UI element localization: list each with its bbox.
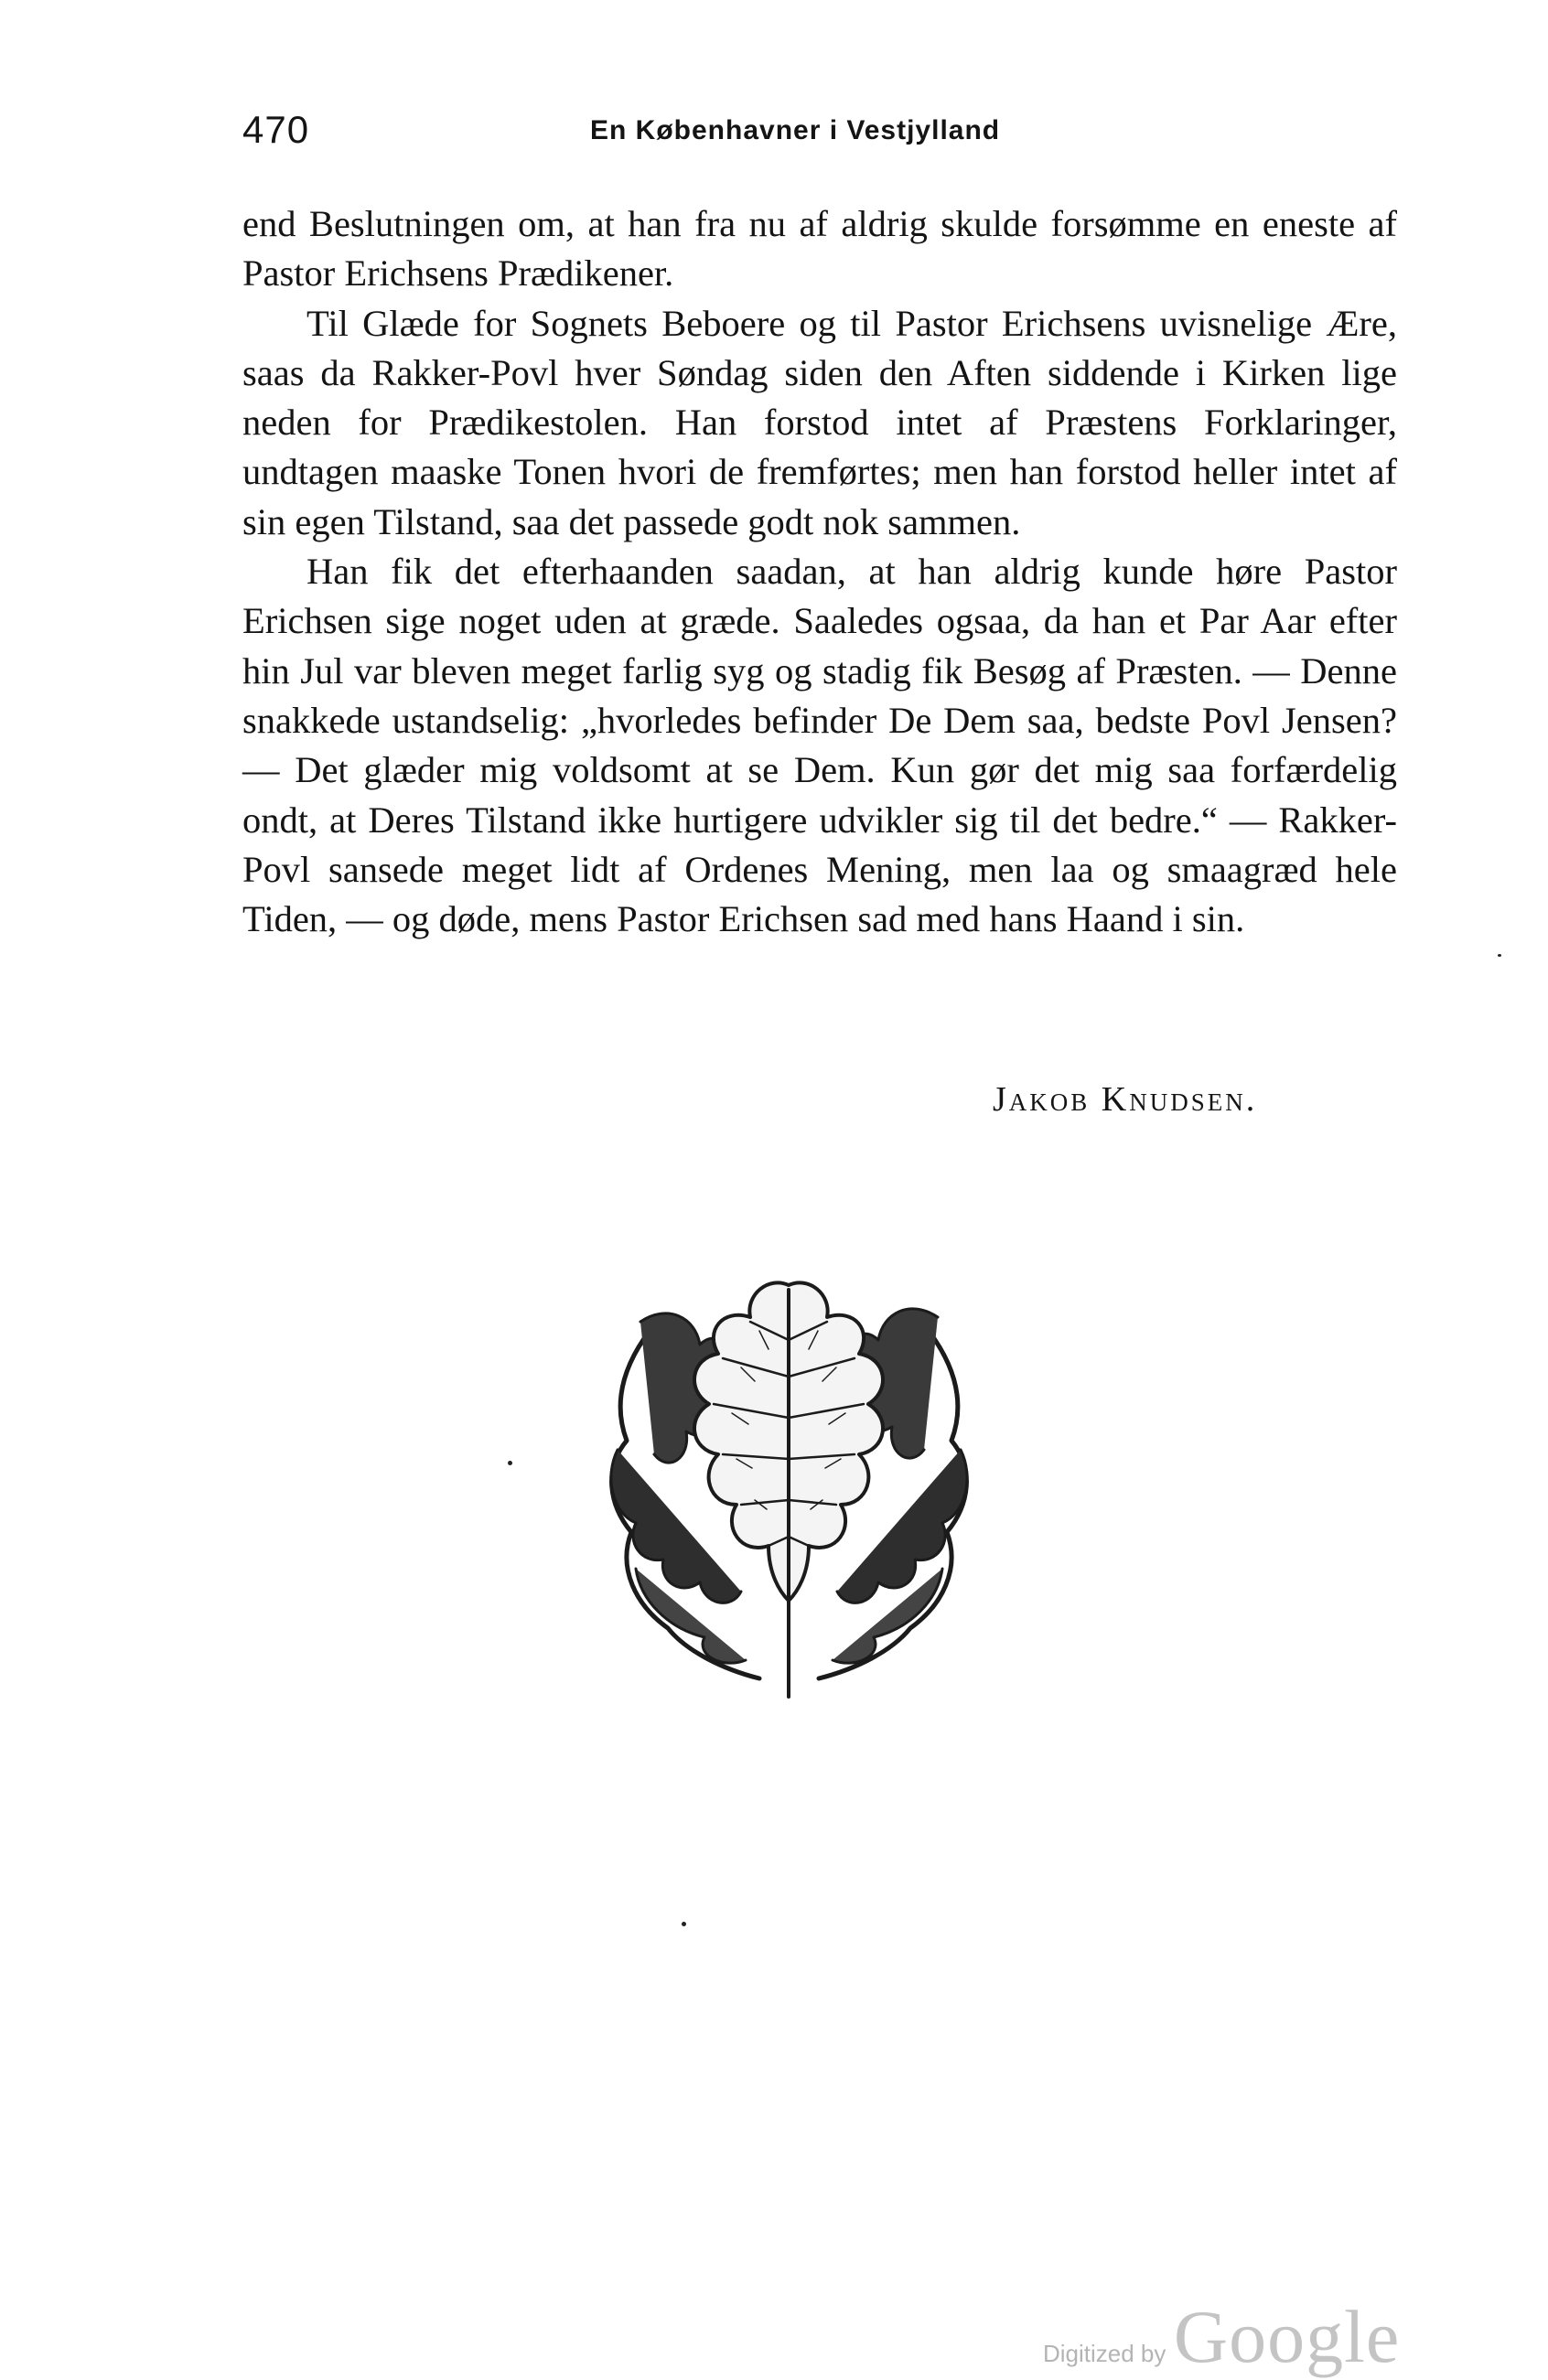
paragraph-continuation: end Beslutningen om, at han fra nu af aldrig skulde forsømme en eneste af Pastor Erichsens Prædikener.	[242, 203, 1397, 295]
page-number: 470	[242, 108, 310, 151]
print-speck	[508, 1461, 512, 1465]
print-speck	[1498, 954, 1501, 957]
google-wordmark: Google	[1173, 2295, 1401, 2378]
oak-leaf-wreath-icon	[586, 1267, 993, 1701]
paragraph: Til Glæde for Sognets Beboere og til Pastor Erichsens uvisnelige Ære, saas da Rakker-Povl hver Søndag siden den Aften siddende i Kirken lige neden for Prædikestolen. Han forstod intet af Præstens Forklaringer, undtagen maaske Tonen hvori de fremførtes; men han forstod heller intet af sin egen Tilstand, saa det passede godt nok sammen.	[242, 302, 1397, 542]
author-signature: Jakob Knudsen.	[993, 1080, 1258, 1119]
print-speck	[682, 1922, 686, 1926]
paragraph: Han fik det efterhaanden saadan, at han aldrig kunde høre Pastor Erichsen sige noget uden at græde. Saaledes ogsaa, da han et Par Aar efter hin Jul var bleven meget farlig syg og stadig fik Besøg af Præsten. — Denne snakkede ustandselig: „hvorledes befinder De Dem saa, bedste Povl Jensen? — Det glæder mig voldsomt at se Dem. Kun gør det mig saa forfærdelig ondt, at Deres Tilstand ikke hurtigere udvikler sig til det bedre.“ — Rakker-Povl sansede meget lidt af Ordenes Mening, men laa og smaagræd hele Tiden, — og døde, mens Pastor Erichsen sad med hans Haand i sin.	[242, 551, 1397, 940]
digitized-watermark	[1043, 2294, 1400, 2380]
page-header	[242, 108, 1400, 163]
body-text	[242, 199, 1397, 944]
running-title: En Københavner i Vestjylland	[590, 115, 1001, 145]
watermark-prefix: Digitized by	[1043, 2340, 1166, 2367]
